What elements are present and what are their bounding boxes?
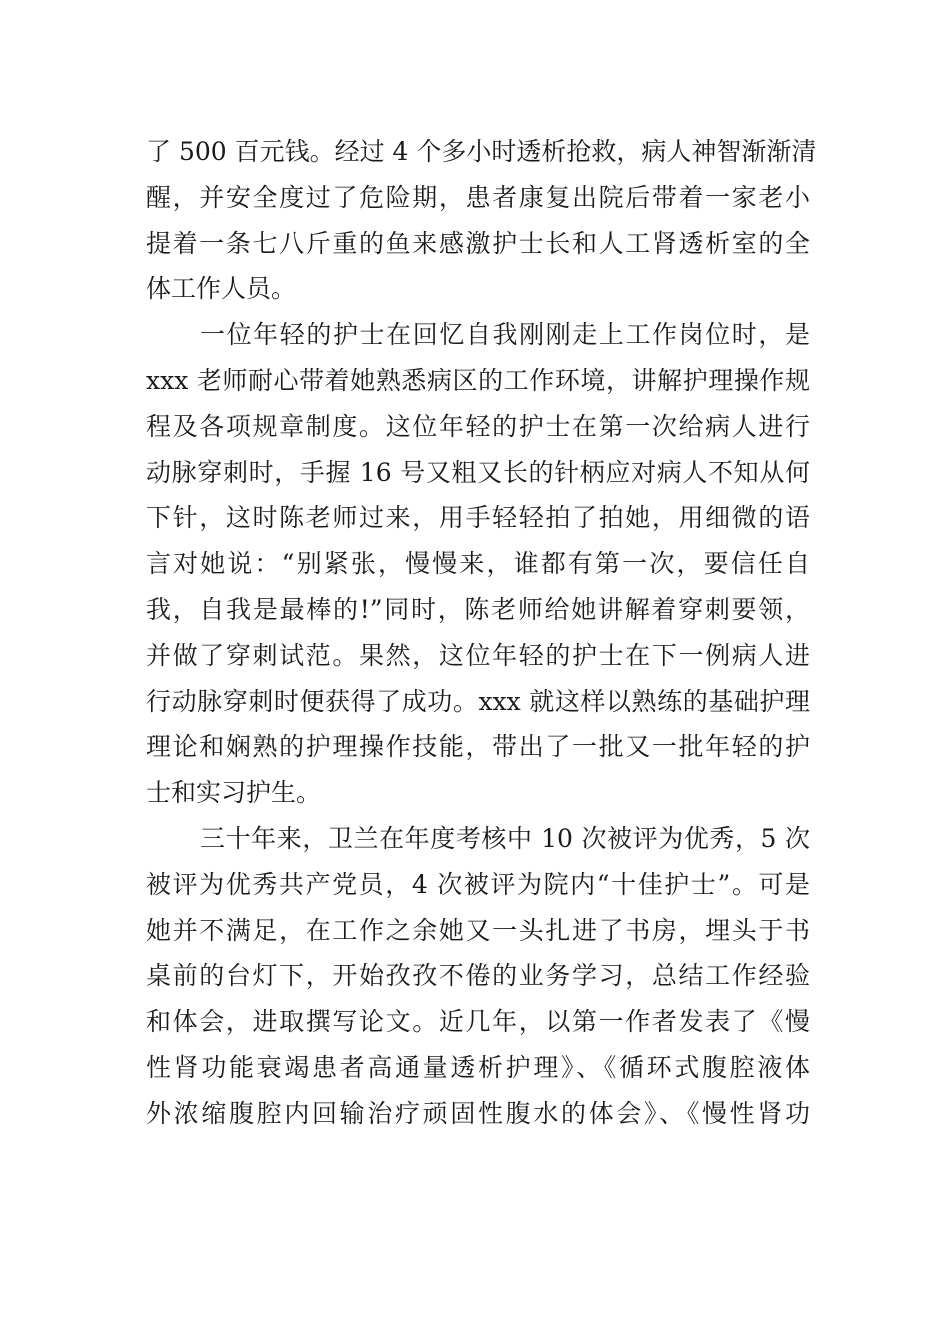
paragraph <box>146 816 810 1137</box>
text-line: 行动脉穿刺时便获得了成功。xxx 就这样以熟练的基础护理 <box>146 686 810 716</box>
paragraph <box>146 312 810 816</box>
text-line: 一位年轻的护士在回忆自我刚刚走上工作岗位时，是 <box>200 320 810 350</box>
text-line: 动脉穿刺时，手握 16 号又粗又长的针柄应对病人不知从何 <box>146 457 810 487</box>
text-line: 性肾功能衰竭患者高通量透析护理》、《循环式腹腔液体 <box>146 1052 810 1082</box>
text-line: 言对她说：“别紧张，慢慢来，谁都有第一次，要信任自 <box>146 549 810 579</box>
text-line: 和体会，进取撰写论文。近几年，以第一作者发表了《慢 <box>146 1007 810 1037</box>
text-line: 理论和娴熟的护理操作技能，带出了一批又一批年轻的护 <box>146 732 810 762</box>
text-line: 她并不满足，在工作之余她又一头扎进了书房，埋头于书 <box>146 915 810 945</box>
text-line: 三十年来，卫兰在年度考核中 10 次被评为优秀，5 次 <box>200 823 810 853</box>
paragraph <box>146 129 817 312</box>
text-line: 并做了穿刺试范。果然，这位年轻的护士在下一例病人进 <box>146 640 810 670</box>
text-line: 了 500 百元钱。经过 4 个多小时透析抢救，病人神智渐渐清 <box>146 137 817 166</box>
text-line: 程及各项规章制度。这位年轻的护士在第一次给病人进行 <box>146 411 810 441</box>
text-line: 士和实习护生。 <box>146 778 322 808</box>
text-line: 下针，这时陈老师过来，用手轻轻拍了拍她，用细微的语 <box>146 503 810 533</box>
text-line: 外浓缩腹腔内回输治疗顽固性腹水的体会》、《慢性肾功 <box>146 1098 810 1128</box>
text-line: 我，自我是最棒的!”同时，陈老师给她讲解着穿刺要领， <box>146 594 810 624</box>
document-body <box>146 129 817 1137</box>
text-line: 桌前的台灯下，开始孜孜不倦的业务学习，总结工作经验 <box>146 961 810 991</box>
text-line: 被评为优秀共产党员，4 次被评为院内“十佳护士”。可是 <box>146 869 810 899</box>
text-line: 提着一条七八斤重的鱼来感激护士长和人工肾透析室的全 <box>146 228 810 258</box>
text-line: xxx 老师耐心带着她熟悉病区的工作环境，讲解护理操作规 <box>146 365 810 395</box>
text-line: 醒，并安全度过了危险期，患者康复出院后带着一家老小 <box>146 182 810 212</box>
text-line: 体工作人员。 <box>146 274 297 304</box>
